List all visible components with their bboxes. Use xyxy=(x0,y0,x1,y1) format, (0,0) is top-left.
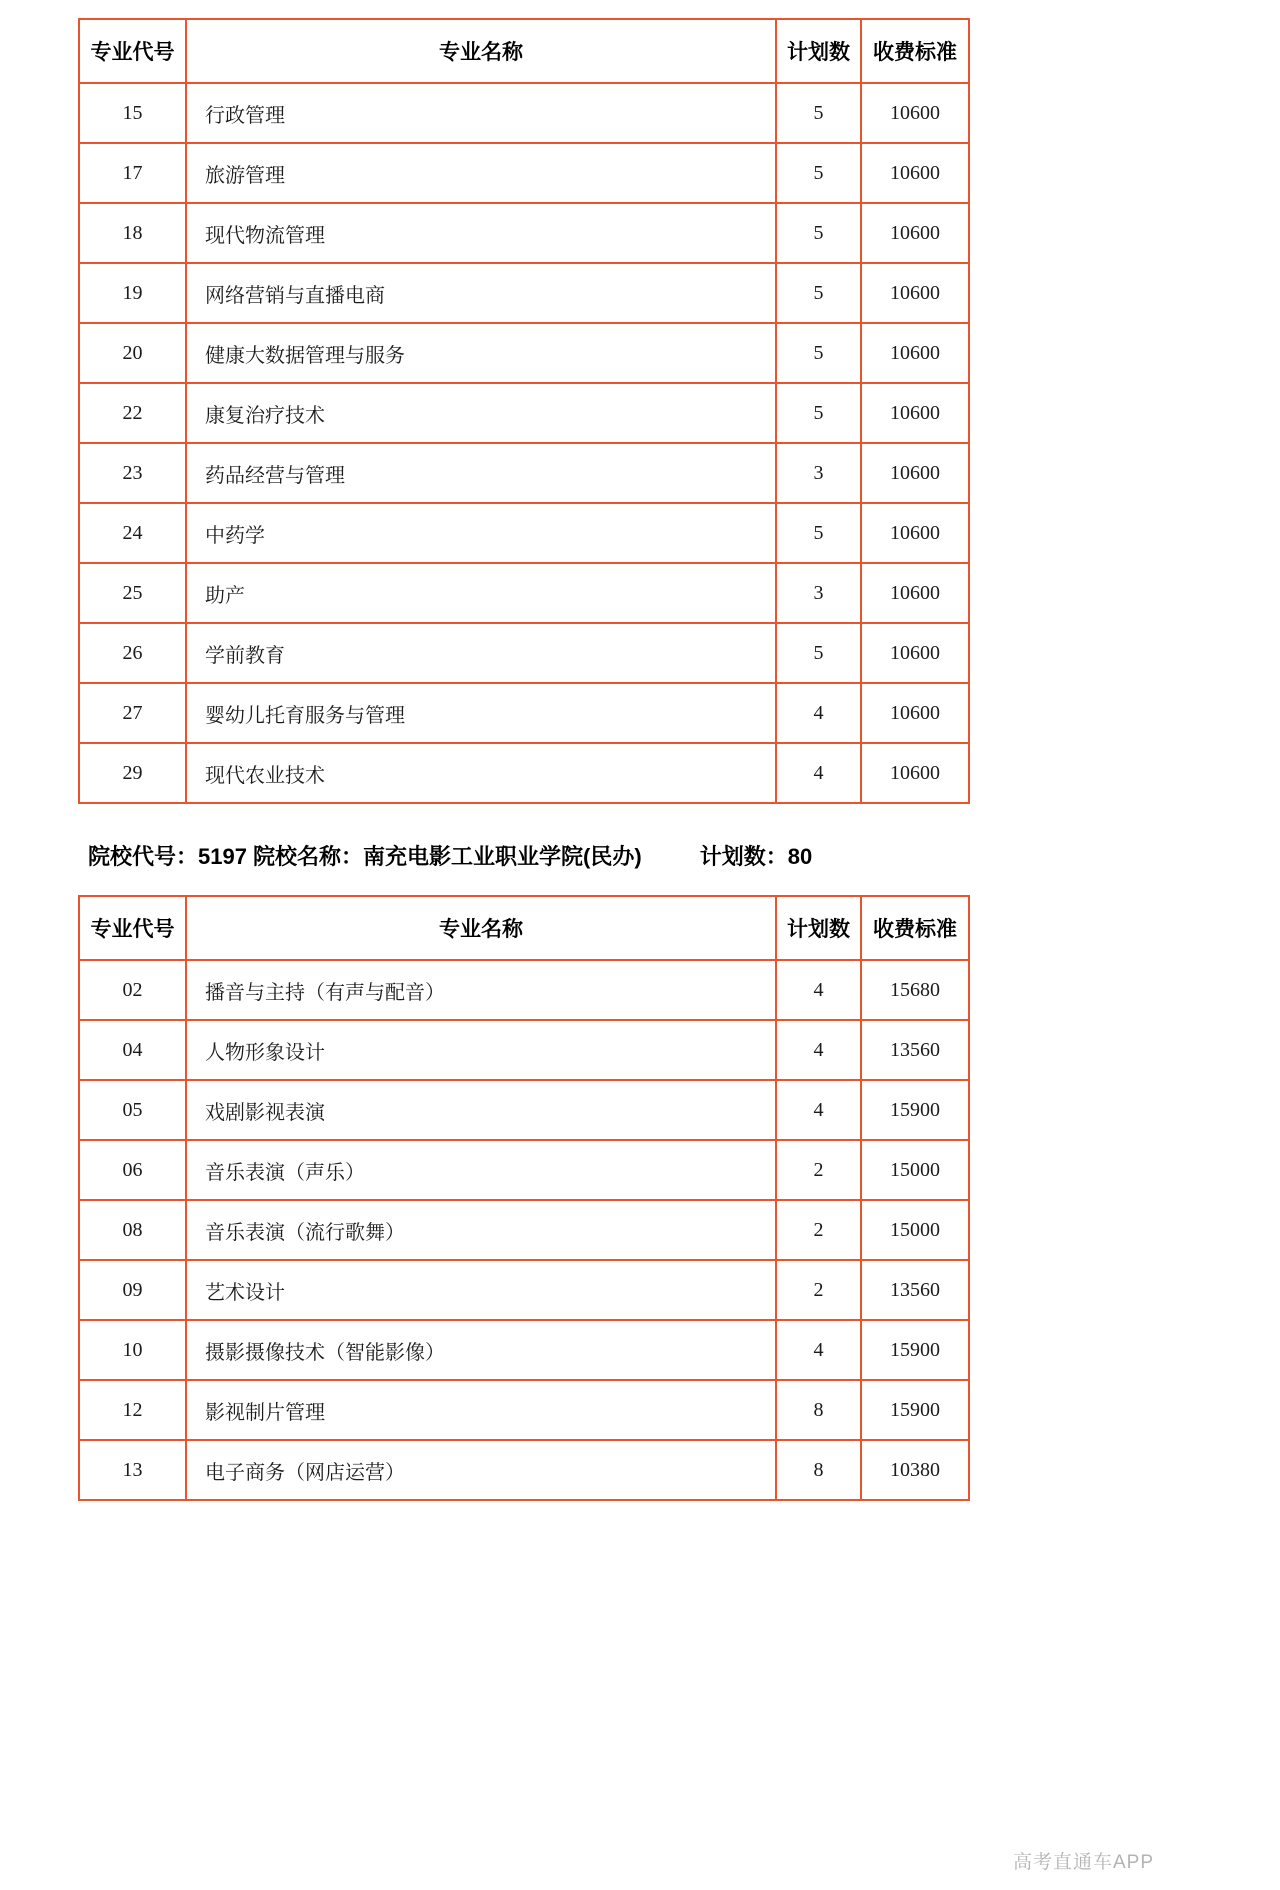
fee-cell: 10600 xyxy=(861,143,969,203)
plan-count-cell: 8 xyxy=(776,1380,861,1440)
major-name-cell: 婴幼儿托育服务与管理 xyxy=(186,683,776,743)
fee-cell: 10600 xyxy=(861,443,969,503)
plan-count-cell: 4 xyxy=(776,683,861,743)
fee-cell: 10600 xyxy=(861,503,969,563)
school-plan-total: 计划数：80 xyxy=(699,844,813,869)
table-row xyxy=(79,1260,969,1320)
table-row xyxy=(79,623,969,683)
major-name-cell: 播音与主持（有声与配音） xyxy=(186,960,776,1020)
table-row xyxy=(79,443,969,503)
major-code-cell: 27 xyxy=(79,683,186,743)
major-name-cell: 现代农业技术 xyxy=(186,743,776,803)
major-code-cell: 22 xyxy=(79,383,186,443)
table-row xyxy=(79,1080,969,1140)
plan-count-cell: 3 xyxy=(776,563,861,623)
fee-cell: 15000 xyxy=(861,1200,969,1260)
major-code-cell: 06 xyxy=(79,1140,186,1200)
plan-count-cell: 5 xyxy=(776,83,861,143)
major-code-cell: 05 xyxy=(79,1080,186,1140)
table-row xyxy=(79,960,969,1020)
plan-count-cell: 2 xyxy=(776,1200,861,1260)
col-header-fee: 收费标准 xyxy=(861,19,969,83)
plan-count-cell: 2 xyxy=(776,1260,861,1320)
plan-count-cell: 4 xyxy=(776,1320,861,1380)
major-name-cell: 摄影摄像技术（智能影像） xyxy=(186,1320,776,1380)
major-name-cell: 戏剧影视表演 xyxy=(186,1080,776,1140)
fee-cell: 15900 xyxy=(861,1080,969,1140)
plan-count-cell: 3 xyxy=(776,443,861,503)
major-code-cell: 15 xyxy=(79,83,186,143)
fee-cell: 13560 xyxy=(861,1020,969,1080)
majors-table-1 xyxy=(78,18,970,804)
major-name-cell: 电子商务（网店运营） xyxy=(186,1440,776,1500)
plan-count-cell: 4 xyxy=(776,960,861,1020)
plan-count-cell: 5 xyxy=(776,503,861,563)
table-row xyxy=(79,563,969,623)
plan-count-cell: 5 xyxy=(776,263,861,323)
major-code-cell: 23 xyxy=(79,443,186,503)
major-name-cell: 网络营销与直播电商 xyxy=(186,263,776,323)
col-header-major-code: 专业代号 xyxy=(79,896,186,960)
major-code-cell: 18 xyxy=(79,203,186,263)
col-header-plan-count: 计划数 xyxy=(776,896,861,960)
major-code-cell: 04 xyxy=(79,1020,186,1080)
table-header-row xyxy=(79,896,969,960)
fee-cell: 10380 xyxy=(861,1440,969,1500)
table-row xyxy=(79,1200,969,1260)
major-name-cell: 中药学 xyxy=(186,503,776,563)
major-name-cell: 康复治疗技术 xyxy=(186,383,776,443)
major-name-cell: 音乐表演（流行歌舞） xyxy=(186,1200,776,1260)
major-code-cell: 29 xyxy=(79,743,186,803)
plan-count-cell: 5 xyxy=(776,203,861,263)
plan-count-cell: 2 xyxy=(776,1140,861,1200)
major-name-cell: 人物形象设计 xyxy=(186,1020,776,1080)
col-header-major-name: 专业名称 xyxy=(186,19,776,83)
table-row xyxy=(79,1020,969,1080)
fee-cell: 10600 xyxy=(861,683,969,743)
major-name-cell: 艺术设计 xyxy=(186,1260,776,1320)
major-code-cell: 13 xyxy=(79,1440,186,1500)
fee-cell: 15900 xyxy=(861,1380,969,1440)
table-row xyxy=(79,1320,969,1380)
major-code-cell: 02 xyxy=(79,960,186,1020)
major-name-cell: 旅游管理 xyxy=(186,143,776,203)
major-name-cell: 现代物流管理 xyxy=(186,203,776,263)
col-header-fee: 收费标准 xyxy=(861,896,969,960)
fee-cell: 10600 xyxy=(861,383,969,443)
fee-cell: 15900 xyxy=(861,1320,969,1380)
major-name-cell: 影视制片管理 xyxy=(186,1380,776,1440)
fee-cell: 10600 xyxy=(861,743,969,803)
major-name-cell: 助产 xyxy=(186,563,776,623)
major-name-cell: 学前教育 xyxy=(186,623,776,683)
fee-cell: 13560 xyxy=(861,1260,969,1320)
major-name-cell: 健康大数据管理与服务 xyxy=(186,323,776,383)
fee-cell: 10600 xyxy=(861,563,969,623)
major-name-cell: 音乐表演（声乐） xyxy=(186,1140,776,1200)
col-header-major-code: 专业代号 xyxy=(79,19,186,83)
col-header-plan-count: 计划数 xyxy=(776,19,861,83)
fee-cell: 10600 xyxy=(861,203,969,263)
table-row xyxy=(79,203,969,263)
table-row xyxy=(79,743,969,803)
major-code-cell: 20 xyxy=(79,323,186,383)
table-header-row xyxy=(79,19,969,83)
plan-count-cell: 5 xyxy=(776,323,861,383)
plan-count-cell: 4 xyxy=(776,743,861,803)
majors-table-2 xyxy=(78,895,970,1501)
major-code-cell: 09 xyxy=(79,1260,186,1320)
fee-cell: 10600 xyxy=(861,83,969,143)
major-code-cell: 12 xyxy=(79,1380,186,1440)
school-info-text: 院校代号：5197 院校名称：南充电影工业职业学院(民办) xyxy=(88,844,642,869)
fee-cell: 10600 xyxy=(861,323,969,383)
major-code-cell: 24 xyxy=(79,503,186,563)
plan-count-cell: 4 xyxy=(776,1020,861,1080)
table-row xyxy=(79,383,969,443)
table-row xyxy=(79,83,969,143)
fee-cell: 10600 xyxy=(861,623,969,683)
plan-count-cell: 5 xyxy=(776,383,861,443)
major-code-cell: 10 xyxy=(79,1320,186,1380)
plan-count-cell: 5 xyxy=(776,623,861,683)
table-row xyxy=(79,683,969,743)
plan-count-cell: 8 xyxy=(776,1440,861,1500)
school-section-heading xyxy=(88,840,1280,871)
major-code-cell: 26 xyxy=(79,623,186,683)
major-name-cell: 药品经营与管理 xyxy=(186,443,776,503)
app-watermark: 高考直通车APP xyxy=(1012,1852,1154,1873)
major-code-cell: 19 xyxy=(79,263,186,323)
table-row xyxy=(79,323,969,383)
fee-cell: 10600 xyxy=(861,263,969,323)
major-code-cell: 25 xyxy=(79,563,186,623)
plan-count-cell: 4 xyxy=(776,1080,861,1140)
table-row xyxy=(79,503,969,563)
table-row xyxy=(79,1380,969,1440)
col-header-major-name: 专业名称 xyxy=(186,896,776,960)
major-code-cell: 08 xyxy=(79,1200,186,1260)
table-row xyxy=(79,263,969,323)
plan-count-cell: 5 xyxy=(776,143,861,203)
fee-cell: 15000 xyxy=(861,1140,969,1200)
fee-cell: 15680 xyxy=(861,960,969,1020)
table-row xyxy=(79,1140,969,1200)
table-row xyxy=(79,143,969,203)
major-name-cell: 行政管理 xyxy=(186,83,776,143)
table-row xyxy=(79,1440,969,1500)
major-code-cell: 17 xyxy=(79,143,186,203)
